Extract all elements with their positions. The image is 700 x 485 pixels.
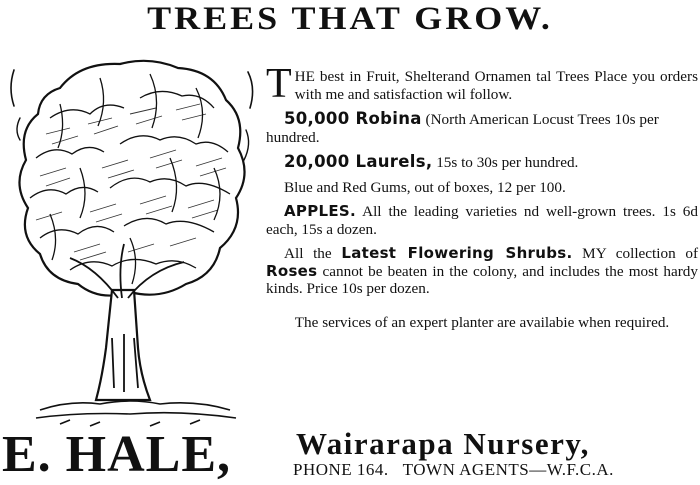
shrubs-highlight: Latest Flowering Shrubs. <box>341 244 573 262</box>
shrubs-paragraph <box>266 245 698 298</box>
dropcap: T <box>266 61 292 107</box>
merchant-name: E. HALE, <box>2 426 232 483</box>
robinia-text: (North American Locust Trees 10s per hundred. <box>266 111 659 146</box>
shrubs-text-1: MY collection of <box>572 245 698 262</box>
tree-illustration <box>0 48 262 430</box>
laurels-paragraph <box>266 153 698 172</box>
apples-paragraph <box>266 203 698 238</box>
phone-number: PHONE 164. <box>293 460 389 479</box>
robinia-highlight: 50,000 Robina <box>284 109 422 128</box>
intro-paragraph <box>266 61 698 107</box>
roses-highlight: Roses <box>266 261 318 280</box>
laurels-highlight: 20,000 Laurels, <box>284 152 433 171</box>
laurels-text: 15s to 30s per hundred. <box>432 154 579 171</box>
advertisement-body <box>266 61 698 331</box>
nursery-name: Wairarapa Nursery, <box>296 426 590 461</box>
footer <box>0 425 700 485</box>
shrubs-text-2: cannot be beaten in the colony, and includes the most hardy kinds. Price 10s per dozen. <box>266 262 698 297</box>
shrubs-lead: All the <box>284 245 342 262</box>
apples-highlight: APPLES. <box>284 202 357 220</box>
robinia-paragraph <box>266 110 698 146</box>
headline: TREES THAT GROW. <box>147 0 553 37</box>
planter-paragraph: The services of an expert planter are availabie when required. <box>294 313 670 331</box>
intro-text: HE best in Fruit, Shelterand Ornamen tal Trees Place you orders with me and satisfaction wil follow. <box>294 68 698 103</box>
apples-text: All the leading varieties nd well-grown trees. 1s 6d each, 15s a dozen. <box>266 203 698 238</box>
contact-line <box>293 461 628 479</box>
town-agents: TOWN AGENTS—W.F.C.A. <box>402 460 614 479</box>
gums-paragraph: Blue and Red Gums, out of boxes, 12 per 100. <box>284 178 566 196</box>
